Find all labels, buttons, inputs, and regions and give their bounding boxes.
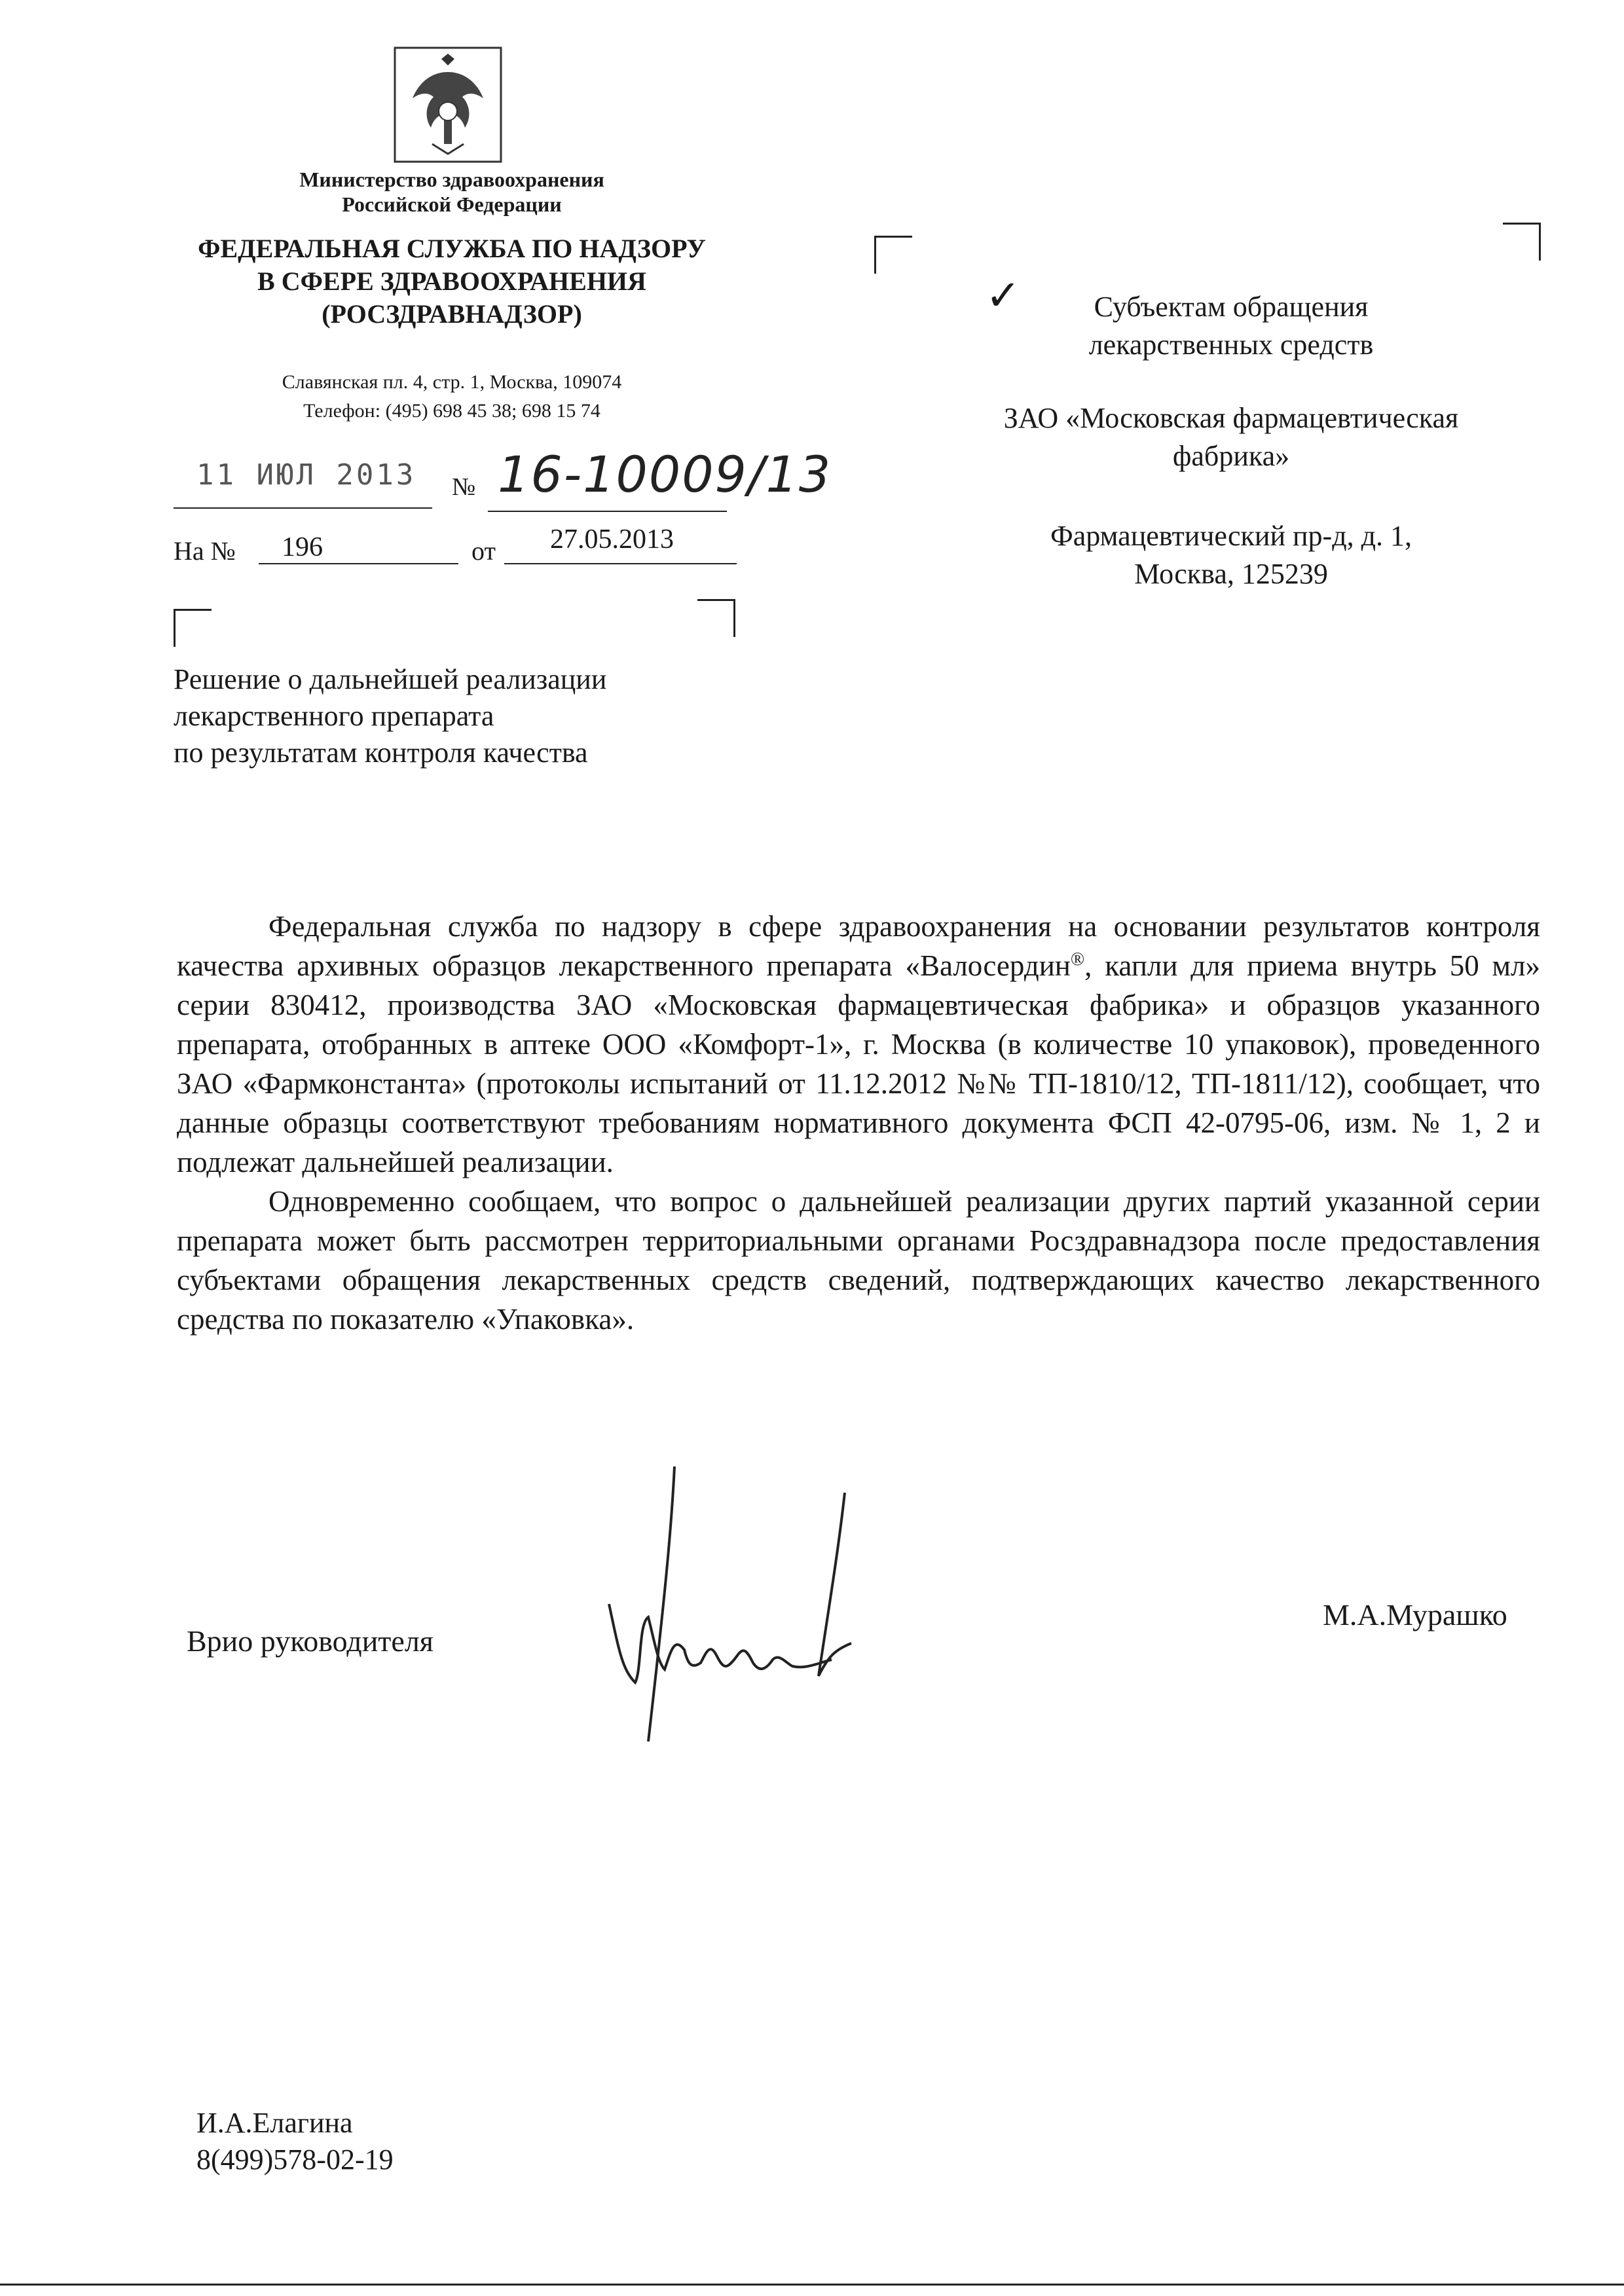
divider [488,511,727,512]
check-mark-icon: ✓ [986,272,1021,320]
divider [174,507,432,509]
registration-date-stamp: 11 ИЮЛ 2013 [196,458,416,492]
registration-number: 16-10009/13 [498,445,832,503]
body-paragraph: Одновременно сообщаем, что вопрос о дальнейшей реализации других партий указанной серии препарата может быть рассмотрен территориальными органами Росздравнадзора после предоставления субъектами обращения лекарственных средств сведений, подтверждающих качество лекарственного средства по показателю «Упаковка». [177,1185,1540,1336]
registered-mark: ® [1070,949,1085,970]
corner-bracket [697,599,735,637]
ministry-line: Российской Федерации [342,192,562,216]
reference-date-label: от [471,536,496,566]
reference-number: 196 [282,532,323,562]
body-text: , капли для приема внутрь 50 мл» серии 830412, производства ЗАО «Московская фармацевтическая фабрика» и образцов указанного препарата, отобранных в аптеке ООО «Комфорт-1», г. Москва (в количестве 10 упаковок), проведенного ЗАО «Фармконстанта» (протоколы испытаний от 11.12.2012 №№ ТП-1810/12, ТП-1811/12), сообщает, что данные образцы соответствуют требованиям нормативного документа ФСП 42-0795-06, изм. № 1, 2 и подлежат дальнейшей реализации. [177,949,1540,1178]
number-sign: № [452,473,476,501]
addressee-line: лекарственных средств [1088,329,1374,361]
letter-subject [174,661,750,771]
sender-phone: Телефон: (495) 698 45 38; 698 15 74 [303,400,600,422]
handwritten-signature [602,1453,877,1755]
service-line: ФЕДЕРАЛЬНАЯ СЛУЖБА ПО НАДЗОРУ [198,234,706,263]
signer-position: Врио руководителя [187,1624,434,1658]
address-line: Москва, 125239 [1134,558,1328,590]
corner-bracket [1503,223,1541,261]
ministry-line: Министерство здравоохранения [299,168,604,191]
subject-line: лекарственного препарата [174,700,494,732]
body-text: Федеральная служба по надзору в сфере здравоохранения на основании результатов контроля качества архивных образцов лекарственного препарата «Валосердин [177,910,1540,982]
scan-edge-line [0,2284,1624,2286]
executor [196,2105,394,2178]
address-line: Фармацевтический пр-д, д. 1, [1050,520,1412,552]
company-line: фабрика» [1172,440,1290,472]
reference-label: На № [174,536,236,566]
company-line: ЗАО «Московская фармацевтическая [1003,402,1459,434]
letter-body [177,907,1540,1339]
reference-date: 27.05.2013 [550,524,674,555]
divider [259,563,458,564]
addressee-company [917,399,1545,475]
service-name [151,232,753,331]
sender-address [170,368,733,426]
service-line: В СФЕРЕ ЗДРАВООХРАНЕНИЯ [257,266,646,296]
addressee-line: Субъектам обращения [1094,291,1369,323]
corner-bracket [874,236,912,274]
signer-name: М.А.Мурашко [1323,1598,1507,1631]
ministry-name [170,167,733,217]
addressee-address [917,517,1545,593]
sender-street: Славянская пл. 4, стр. 1, Москва, 109074 [282,371,622,393]
subject-line: Решение о дальнейшей реализации [174,663,607,695]
body-paragraph [177,907,1540,1182]
corner-bracket [174,609,212,647]
addressee [917,288,1545,364]
service-line: (РОСЗДРАВНАДЗОР) [322,299,582,329]
divider [504,563,737,564]
executor-phone: 8(499)578-02-19 [196,2143,394,2176]
subject-line: по результатам контроля качества [174,737,588,769]
coat-of-arms-icon [393,46,503,164]
executor-name: И.А.Елагина [196,2107,353,2139]
